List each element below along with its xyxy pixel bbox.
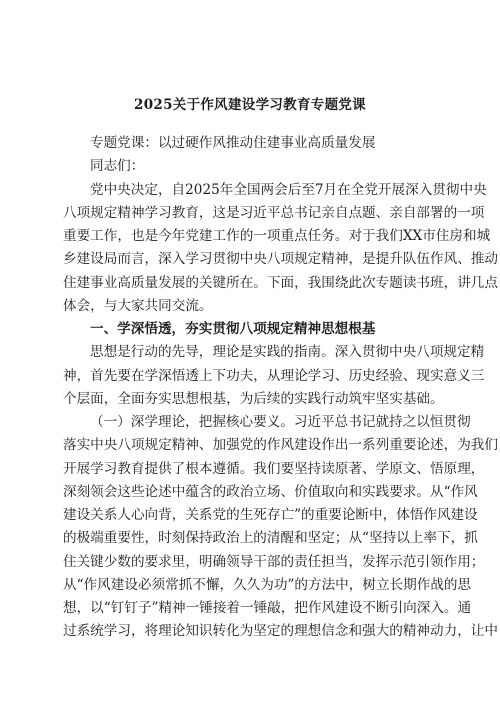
text-line: 神，首先要在学深悟透上下功夫，从理论学习、历史经验、现实意义三 bbox=[63, 367, 485, 384]
text-line: 党中央决定，自2025年全国两会后至7月在全党开展深入贯彻中央 bbox=[90, 181, 487, 198]
text-line: 重要工作，也是今年党建工作的一项重点任务。对于我们XX市住房和城 bbox=[63, 228, 491, 244]
text-line: 深刻领会这些论述中蕴含的政治立场、价值取向和实践要求。从“作风 bbox=[63, 483, 478, 500]
text-line: 个层面，全面夯实思想根基，为后续的实践行动筑牢坚实基础。 bbox=[63, 390, 444, 407]
text-line: 的极端重要性，时刻保持政治上的清醒和坚定；从“坚持以上率下，抓 bbox=[63, 530, 478, 547]
document-body bbox=[63, 132, 498, 644]
text-line: 从“作风建设必须常抓不懈，久久为功”的方法中，树立长期作战的思 bbox=[63, 576, 472, 593]
document-title: 2025关于作风建设学习教育专题党课 bbox=[134, 97, 366, 113]
text-line: 乡建设局而言，深入学习贯彻中央八项规定精神，是提升队伍作风、推动 bbox=[63, 251, 498, 268]
section-heading: 一、学深悟透，夯实贯彻八项规定精神思想根基 bbox=[90, 321, 376, 337]
text-line: 思想是行动的先导，理论是实践的指南。深入贯彻中央八项规定精 bbox=[90, 344, 485, 361]
text-line: 八项规定精神学习教育，这是习近平总书记亲自点题、亲自部署的一项 bbox=[63, 204, 485, 221]
text-line: 体会，与大家共同交流。 bbox=[63, 297, 213, 314]
text-line: 落实中央八项规定精神、加强党的作风建设作出一系列重要论述，为我们 bbox=[63, 437, 498, 454]
text-line: （一）深学理论，把握核心要义。习近平总书记就持之以恒贯彻 bbox=[90, 414, 471, 430]
text-line: 想，以“钉钉子”精神一锤接着一锤敲，把作风建设不断引向深入。通 bbox=[63, 600, 472, 616]
text-line: 同志们： bbox=[90, 158, 145, 175]
text-line: 住关键少数的要求里，明确领导干部的责任担当，发挥示范引领作用； bbox=[63, 553, 485, 570]
text-line: 过系统学习，将理论知识转化为坚定的理想信念和强大的精神动力，让中 bbox=[63, 623, 498, 640]
text-line: 开展学习教育提供了根本遵循。我们要坚持读原著、学原文、悟原理， bbox=[63, 460, 485, 477]
text-line: 住建事业高质量发展的关键所在。下面，我围绕此次专题读书班，讲几点 bbox=[63, 274, 498, 291]
text-line: 专题党课：以过硬作风推动住建事业高质量发展 bbox=[90, 135, 376, 151]
text-line: 建设关系人心向背，关系党的生死存亡”的重要论断中，体悟作风建设 bbox=[63, 507, 478, 523]
